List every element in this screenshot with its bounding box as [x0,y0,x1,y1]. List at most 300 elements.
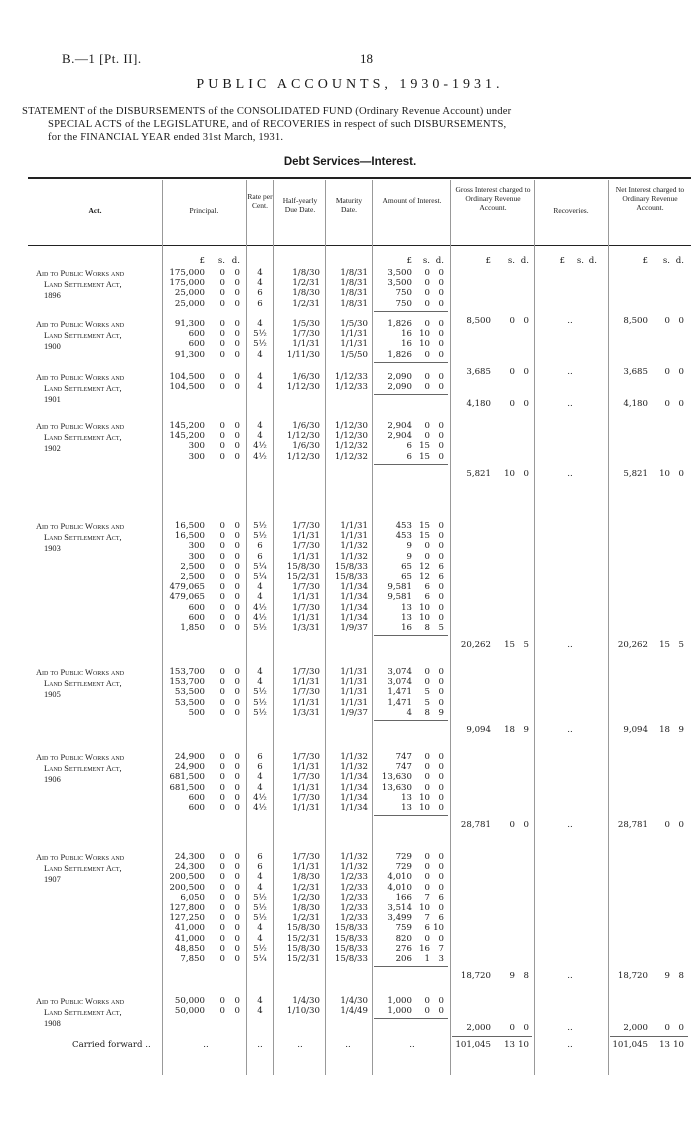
principal-cell-shillings: 0 [219,852,225,862]
principal-cell-pence: 0 [234,521,240,531]
principal-cell-shillings: 0 [219,298,225,309]
principal-cell-pence: 0 [234,319,240,329]
principal-cell-shillings: 0 [219,762,225,773]
interest-amount-cell-pence: 0 [438,329,444,340]
principal-cell-pounds: 7,850 [180,954,205,964]
interest-amount-cell-pounds: 3,499 [387,913,412,924]
document-reference: B.—1 [Pt. II]. [62,51,142,66]
interest-amount-cell-shillings: 0 [424,862,430,873]
col-divider [273,180,274,1075]
act-name-line: Aid to Public Works and [36,320,125,329]
rate-cell: 4 [257,782,263,793]
interest-amount-cell-pounds: 9 [406,551,412,562]
rate-cell: 4 [257,268,263,278]
currency-symbol-shillings: s. [217,256,225,266]
maturity-date-cell: 1/1/34 [340,792,368,803]
interest-amount-cell-pence: 0 [438,803,444,813]
subtotal-rule [374,635,448,636]
half-yearly-date-cell: 1/3/31 [292,623,320,633]
interest-amount-cell-pence: 0 [438,319,444,329]
interest-amount-cell-shillings: 0 [424,349,430,360]
maturity-date-cell: 1/2/33 [340,913,368,924]
interest-amount-cell-pounds: 453 [395,521,412,531]
gross-interest-total-pence: 0 [523,820,529,830]
principal-cell-pence: 0 [234,623,240,633]
rate-cell: 4 [257,382,263,393]
half-yearly-date-cell: 1/7/30 [292,521,320,531]
principal-cell-pence: 0 [234,762,240,773]
rate-cell: 4½ [253,803,267,813]
currency-symbol-shillings: s. [507,256,515,266]
carried-forward-dots: .. [409,1040,415,1050]
half-yearly-date-cell: 1/8/30 [292,268,320,278]
principal-cell-pence: 0 [234,382,240,393]
interest-amount-cell-shillings: 0 [424,431,430,442]
half-yearly-date-cell: 1/7/30 [292,667,320,677]
gross-interest-total-pounds: 2,000 [466,1023,491,1034]
interest-amount-cell-pounds: 16 [401,329,412,340]
principal-cell-shillings: 0 [219,882,225,893]
interest-amount-cell-shillings: 0 [424,933,430,944]
principal-cell-pence: 0 [234,372,240,382]
rate-cell: 4 [257,421,263,431]
net-interest-total-pounds: 28,781 [617,820,648,830]
interest-amount-cell-pounds: 13,630 [381,772,412,783]
interest-amount-cell-pence: 0 [438,872,444,883]
interest-amount-cell-pounds: 3,500 [387,268,412,278]
rate-cell: 4 [257,592,263,603]
half-yearly-date-cell: 15/2/31 [286,933,320,944]
interest-amount-cell-pounds: 13,630 [381,782,412,793]
statement-line-2: SPECIAL ACTS of the LEGISLATURE, and of RECOVERIES in respect of such DISBURSEMENTS, [48,119,507,130]
header-act: Act. [88,206,102,215]
rate-cell: 4 [257,582,263,593]
interest-amount-cell-shillings: 0 [424,319,430,329]
interest-amount-cell-pence: 0 [438,677,444,688]
interest-amount-cell-shillings: 0 [424,762,430,773]
rate-cell: 5½ [253,903,267,913]
header-principal: Principal. [189,206,219,215]
interest-amount-cell-pence: 6 [438,892,444,903]
interest-amount-cell-shillings: 10 [419,612,430,623]
principal-cell-shillings: 0 [219,572,225,582]
interest-amount-cell-pence: 0 [438,288,444,299]
header-net-interest: Net Interest charged to Ordinary Revenue Account. [615,185,685,212]
principal-cell-pence: 0 [234,892,240,903]
interest-amount-cell-shillings: 5 [424,697,430,708]
header-rate: Rate per Cent. [247,192,273,210]
currency-symbol-pounds: £ [485,256,491,266]
half-yearly-date-cell: 1/7/30 [292,687,320,698]
interest-amount-cell-shillings: 0 [424,882,430,893]
currency-symbol-pence: d. [435,256,444,266]
rate-cell: 4½ [253,451,267,462]
interest-amount-cell-pence: 0 [438,531,444,542]
interest-amount-cell-pounds: 1,826 [387,349,412,360]
maturity-date-cell: 15/8/33 [334,943,368,954]
principal-cell-pounds: 175,000 [169,278,205,289]
interest-amount-cell-pence: 6 [438,913,444,924]
interest-amount-cell-pounds: 3,074 [387,667,412,677]
principal-cell-pounds: 41,000 [174,933,205,944]
half-yearly-date-cell: 1/7/30 [292,852,320,862]
interest-amount-cell-shillings: 0 [424,382,430,393]
principal-cell-pence: 0 [234,431,240,442]
maturity-date-cell: 1/1/34 [340,772,368,783]
maturity-date-cell: 1/12/30 [334,421,368,431]
half-yearly-date-cell: 1/1/31 [292,803,320,813]
header-bottom-rule [28,245,691,246]
rate-cell: 5½ [253,329,267,340]
interest-amount-cell-shillings: 0 [424,278,430,289]
act-name-line: 1906 [44,775,61,784]
interest-amount-cell-shillings: 6 [424,592,430,603]
interest-amount-cell-pounds: 3,500 [387,278,412,289]
half-yearly-date-cell: 1/1/31 [292,551,320,562]
interest-amount-cell-shillings: 0 [424,752,430,762]
principal-cell-pence: 0 [234,882,240,893]
header-amount-interest: Amount of Interest. [382,196,442,205]
maturity-date-cell: 1/12/33 [334,382,368,393]
principal-cell-shillings: 0 [219,561,225,572]
principal-cell-pounds: 681,500 [169,772,205,783]
interest-amount-cell-pounds: 1,471 [387,687,412,698]
principal-cell-shillings: 0 [219,954,225,964]
rate-cell: 4½ [253,792,267,803]
maturity-date-cell: 15/8/33 [334,572,368,582]
subtotal-rule [374,966,448,967]
interest-amount-cell-shillings: 0 [424,782,430,793]
principal-cell-pounds: 24,300 [174,862,205,873]
principal-cell-shillings: 0 [219,862,225,873]
interest-amount-cell-pence: 0 [438,592,444,603]
maturity-date-cell: 1/5/50 [340,349,368,360]
maturity-date-cell: 1/2/33 [340,882,368,893]
principal-cell-pence: 0 [234,451,240,462]
recoveries-cell: .. [567,468,573,479]
interest-amount-cell-pounds: 16 [401,339,412,350]
principal-cell-pence: 0 [234,803,240,813]
interest-amount-cell-pence: 6 [438,572,444,582]
maturity-date-cell: 1/8/31 [340,298,368,309]
gross-interest-total-pounds: 20,262 [460,640,491,650]
net-interest-total-shillings: 10 [659,468,670,479]
interest-amount-cell-shillings: 5 [424,687,430,698]
rate-cell: 5½ [253,623,267,633]
principal-cell-pence: 0 [234,954,240,964]
maturity-date-cell: 1/1/32 [340,541,368,552]
maturity-date-cell: 1/8/31 [340,268,368,278]
maturity-date-cell: 1/1/31 [340,667,368,677]
principal-cell-pounds: 600 [188,803,205,813]
interest-amount-cell-shillings: 15 [419,531,430,542]
act-name-line: 1902 [44,444,61,453]
interest-amount-cell-pounds: 13 [401,803,412,813]
interest-amount-cell-pounds: 206 [395,954,412,964]
rate-cell: 5¼ [253,572,267,582]
principal-cell-shillings: 0 [219,451,225,462]
currency-symbol-pounds: £ [642,256,648,266]
half-yearly-date-cell: 1/1/31 [292,862,320,873]
principal-cell-pence: 0 [234,903,240,913]
half-yearly-date-cell: 1/1/31 [292,339,320,350]
gross-interest-total-pence: 0 [523,399,529,410]
interest-amount-cell-pounds: 16 [401,623,412,633]
maturity-date-cell: 1/1/31 [340,697,368,708]
half-yearly-date-cell: 1/6/30 [292,421,320,431]
half-yearly-date-cell: 1/12/30 [286,431,320,442]
act-name-line: 1901 [44,395,61,404]
net-interest-total-shillings: 18 [659,724,670,735]
half-yearly-date-cell: 1/8/30 [292,903,320,913]
maturity-date-cell: 1/12/32 [334,441,368,452]
interest-amount-cell-pence: 0 [438,903,444,913]
interest-amount-cell-pounds: 453 [395,531,412,542]
principal-cell-pence: 0 [234,541,240,552]
half-yearly-date-cell: 1/2/31 [292,913,320,924]
gross-interest-total-shillings: 0 [509,1023,515,1034]
net-interest-total-pence: 9 [678,724,684,735]
currency-symbol-pence: d. [675,256,684,266]
interest-amount-cell-shillings: 0 [424,288,430,299]
maturity-date-cell: 1/1/34 [340,592,368,603]
interest-amount-cell-pence: 0 [438,541,444,552]
interest-amount-cell-pence: 0 [438,792,444,803]
net-interest-total-pounds: 3,685 [623,366,648,377]
principal-cell-pence: 0 [234,792,240,803]
principal-cell-pounds: 153,700 [169,667,205,677]
net-interest-total-pence: 0 [678,399,684,410]
interest-amount-cell-pounds: 3,514 [387,903,412,913]
interest-amount-cell-pence: 0 [438,862,444,873]
half-yearly-date-cell: 15/2/31 [286,572,320,582]
interest-amount-cell-pence: 0 [438,382,444,393]
interest-amount-cell-pence: 0 [438,882,444,893]
interest-amount-cell-shillings: 0 [424,772,430,783]
gross-interest-total-pounds: 4,180 [466,399,491,410]
maturity-date-cell: 1/1/31 [340,339,368,350]
half-yearly-date-cell: 15/8/30 [286,561,320,572]
interest-amount-cell-shillings: 10 [419,803,430,813]
interest-amount-cell-pounds: 2,090 [387,382,412,393]
carried-forward-label: Carried forward .. [72,1040,151,1050]
principal-cell-pounds: 300 [188,441,205,452]
maturity-date-cell: 1/9/37 [340,623,368,633]
interest-amount-cell-pence: 0 [438,441,444,452]
principal-cell-shillings: 0 [219,319,225,329]
principal-cell-pounds: 145,200 [169,421,205,431]
gross-interest-total-pence: 5 [523,640,529,650]
act-name-line: Land Settlement Act, [44,331,122,340]
maturity-date-cell: 1/1/32 [340,551,368,562]
principal-cell-pounds: 600 [188,339,205,350]
subtotal-rule [374,464,448,465]
principal-cell-pounds: 1,850 [180,623,205,633]
gross-interest-total-shillings: 0 [509,366,515,377]
interest-amount-cell-pence: 0 [438,521,444,531]
carried-forward-rule [610,1036,688,1037]
maturity-date-cell: 15/8/33 [334,954,368,964]
net-interest-total-pence: 0 [678,315,684,326]
principal-cell-pence: 0 [234,752,240,762]
rate-cell: 6 [257,762,263,773]
principal-cell-shillings: 0 [219,872,225,883]
interest-amount-cell-shillings: 0 [424,372,430,382]
page-title: PUBLIC ACCOUNTS, 1930-1931. [196,77,504,92]
interest-amount-cell-pence: 5 [438,623,444,633]
interest-amount-cell-pence: 6 [438,561,444,572]
rate-cell: 4½ [253,441,267,452]
rate-cell: 5½ [253,687,267,698]
recoveries-cell: .. [567,724,573,735]
currency-symbol-shillings: s. [662,256,670,266]
principal-cell-shillings: 0 [219,677,225,688]
principal-cell-pounds: 2,500 [180,561,205,572]
principal-cell-pence: 0 [234,923,240,934]
net-interest-total-pounds: 2,000 [623,1023,648,1034]
principal-cell-shillings: 0 [219,892,225,903]
carried-forward-dots: .. [297,1040,303,1050]
net-interest-total-shillings: 0 [664,820,670,830]
rate-cell: 4 [257,677,263,688]
maturity-date-cell: 1/1/34 [340,612,368,623]
interest-amount-cell-shillings: 12 [419,572,430,582]
principal-cell-pence: 0 [234,561,240,572]
principal-cell-shillings: 0 [219,923,225,934]
interest-amount-cell-pence: 0 [438,372,444,382]
interest-amount-cell-shillings: 8 [424,707,430,718]
act-name-line: 1905 [44,690,61,699]
maturity-date-cell: 1/8/31 [340,278,368,289]
rate-cell: 5½ [253,521,267,531]
half-yearly-date-cell: 1/1/31 [292,592,320,603]
subtotal-rule [374,815,448,816]
rate-cell: 6 [257,862,263,873]
half-yearly-date-cell: 15/8/30 [286,943,320,954]
half-yearly-date-cell: 1/7/30 [292,582,320,593]
interest-amount-cell-pounds: 6 [406,451,412,462]
currency-symbol-pence: d. [520,256,529,266]
rate-cell: 5½ [253,913,267,924]
principal-cell-pounds: 24,300 [174,852,205,862]
principal-cell-shillings: 0 [219,996,225,1006]
principal-cell-pence: 0 [234,772,240,783]
half-yearly-date-cell: 1/1/31 [292,531,320,542]
interest-amount-cell-pounds: 747 [395,752,412,762]
gross-interest-total-pence: 0 [523,366,529,377]
half-yearly-date-cell: 1/2/31 [292,298,320,309]
rate-cell: 4 [257,872,263,883]
interest-amount-cell-pounds: 13 [401,612,412,623]
interest-amount-cell-pence: 0 [438,349,444,360]
gross-interest-total-pounds: 8,500 [466,315,491,326]
rate-cell: 6 [257,852,263,862]
interest-amount-cell-shillings: 0 [424,298,430,309]
principal-cell-pounds: 127,800 [169,903,205,913]
interest-amount-cell-shillings: 6 [424,923,430,934]
principal-cell-pounds: 145,200 [169,431,205,442]
currency-symbol-pounds: £ [199,256,205,266]
net-interest-total-shillings: 15 [659,640,670,650]
rate-cell: 5½ [253,531,267,542]
interest-amount-cell-pounds: 750 [395,288,412,299]
interest-amount-cell-shillings: 0 [424,677,430,688]
interest-amount-cell-pounds: 820 [395,933,412,944]
principal-cell-pounds: 600 [188,792,205,803]
statement-line-1: STATEMENT of the DISBURSEMENTS of the CONSOLIDATED FUND (Ordinary Revenue Account) under [22,106,512,117]
principal-cell-pounds: 153,700 [169,677,205,688]
principal-cell-pounds: 600 [188,602,205,613]
interest-amount-cell-shillings: 15 [419,441,430,452]
net-interest-total-pence: 0 [678,366,684,377]
rate-cell: 5½ [253,943,267,954]
principal-cell-pence: 0 [234,592,240,603]
principal-cell-pounds: 300 [188,551,205,562]
carried-forward-dots: .. [345,1040,351,1050]
recoveries-cell: .. [567,1023,573,1034]
header-recoveries: Recoveries. [553,206,589,215]
act-name-line: Land Settlement Act, [44,433,122,442]
interest-amount-cell-pounds: 1,000 [387,996,412,1006]
subtotal-rule [374,394,448,395]
rate-cell: 4 [257,319,263,329]
net-interest-total-shillings: 0 [664,366,670,377]
interest-amount-cell-shillings: 0 [424,996,430,1006]
principal-cell-shillings: 0 [219,541,225,552]
principal-cell-pounds: 25,000 [174,288,205,299]
principal-cell-pence: 0 [234,943,240,954]
principal-cell-pence: 0 [234,707,240,718]
header-half-yearly: Half-yearly Due Date. [282,196,318,214]
principal-cell-pence: 0 [234,996,240,1006]
maturity-date-cell: 1/1/31 [340,329,368,340]
rate-cell: 5¼ [253,561,267,572]
section-subtitle: Debt Services—Interest. [283,156,417,168]
half-yearly-date-cell: 1/6/30 [292,372,320,382]
interest-amount-cell-pence: 0 [438,451,444,462]
principal-cell-pence: 0 [234,872,240,883]
half-yearly-date-cell: 1/1/31 [292,782,320,793]
recoveries-cell: .. [567,366,573,377]
principal-cell-pence: 0 [234,298,240,309]
rate-cell: 4 [257,882,263,893]
act-name-line: Land Settlement Act, [44,864,122,873]
rate-cell: 4½ [253,612,267,623]
maturity-date-cell: 15/8/33 [334,933,368,944]
subtotal-rule [374,311,448,312]
currency-symbol-pence: d. [588,256,597,266]
principal-cell-shillings: 0 [219,792,225,803]
recoveries-cell: .. [567,640,573,650]
interest-amount-cell-pounds: 729 [395,862,412,873]
principal-cell-shillings: 0 [219,913,225,924]
net-interest-total-pence: 0 [678,1023,684,1034]
half-yearly-date-cell: 15/8/30 [286,923,320,934]
interest-amount-cell-pence: 0 [438,268,444,278]
act-name-line: 1896 [44,291,61,300]
half-yearly-date-cell: 1/7/30 [292,541,320,552]
half-yearly-date-cell: 1/12/30 [286,451,320,462]
maturity-date-cell: 1/2/33 [340,872,368,883]
interest-amount-cell-pence: 3 [438,954,444,964]
interest-amount-cell-pence: 0 [438,551,444,562]
interest-amount-cell-pence: 0 [438,762,444,773]
principal-cell-pounds: 50,000 [174,996,205,1006]
act-name-line: Aid to Public Works and [36,853,125,862]
gross-interest-total-pounds: 9,094 [466,724,491,735]
interest-amount-cell-shillings: 10 [419,329,430,340]
interest-amount-cell-shillings: 0 [424,1006,430,1017]
